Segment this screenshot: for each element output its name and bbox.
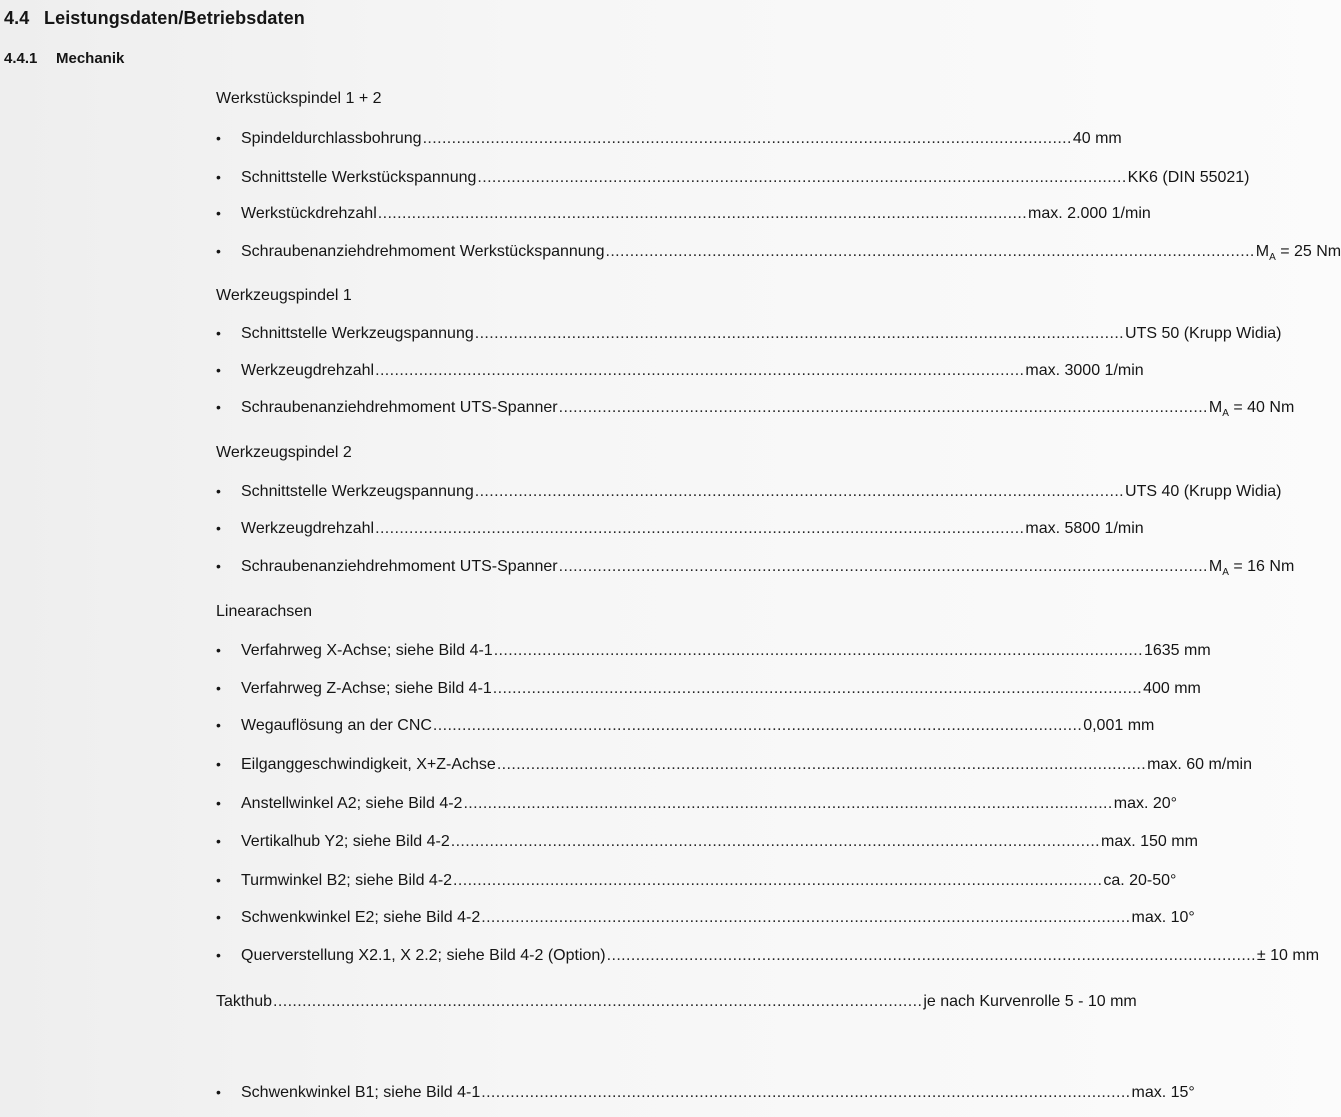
section-number: 4.4 [4, 8, 30, 28]
spec-value: max. 5800 1/min [1025, 520, 1144, 537]
leader-dots: ...................................................................................................................................... [481, 909, 1131, 926]
spec-row [216, 520, 1144, 542]
spec-row [216, 483, 1282, 505]
leader-dots: ...................................................................................................................................... [558, 558, 1208, 575]
leader-dots: ...................................................................................................................................... [432, 717, 1083, 734]
section-title: Leistungsdaten/Betriebsdaten [44, 8, 305, 28]
spec-value: $M_A = 40$ Nm [1208, 399, 1295, 420]
leader-dots: ...................................................................................................................................... [496, 756, 1147, 773]
bullet: • [216, 872, 221, 888]
subsection-heading [4, 50, 124, 67]
spec-label: Schnittstelle Werkzeugspannung [241, 483, 474, 500]
leader-dots: ...................................................................................................................................... [481, 1084, 1131, 1101]
spec-row [216, 947, 1320, 969]
leader-dots: ...................................................................................................................................... [377, 205, 1028, 222]
spec-row [216, 130, 1122, 152]
bullet: • [216, 833, 221, 849]
spec-label: Verfahrweg X-Achse; siehe Bild 4-1 [241, 642, 493, 659]
leader-dots: ...................................................................................................................................... [558, 399, 1208, 416]
spec-value: UTS 40 (Krupp Widia) [1125, 483, 1282, 500]
leader-dots: ...................................................................................................................................... [273, 993, 923, 1010]
spec-label: Verfahrweg Z-Achse; siehe Bild 4-1 [241, 680, 492, 697]
spec-row [216, 833, 1198, 855]
spec-label: Takthub [216, 993, 273, 1010]
leader-dots: ...................................................................................................................................... [474, 325, 1125, 342]
spec-label: Schraubenanziehdrehmoment UTS-Spanner [241, 399, 558, 416]
spec-value: max. 60 m/min [1147, 756, 1253, 773]
bullet: • [216, 483, 221, 499]
bullet: • [216, 642, 221, 658]
spec-row [216, 362, 1144, 384]
spec-label: Schraubenanziehdrehmoment UTS-Spanner [241, 558, 558, 575]
bullet: • [216, 680, 221, 696]
bullet: • [216, 947, 221, 963]
subsection-title: Mechanik [56, 50, 125, 67]
spec-value: max. 150 mm [1101, 833, 1198, 850]
leader-dots: ...................................................................................................................................... [605, 243, 1255, 260]
leader-dots: ...................................................................................................................................... [375, 520, 1025, 537]
spec-row [216, 1084, 1195, 1106]
spec-label: Werkzeugdrehzahl [241, 362, 375, 379]
leader-dots: ...................................................................................................................................... [450, 833, 1101, 850]
spec-row [216, 205, 1151, 227]
leader-dots: ...................................................................................................................................... [492, 680, 1143, 697]
spec-value: $M_A = 16$ Nm [1208, 558, 1295, 579]
spec-label: Anstellwinkel A2; siehe Bild 4-2 [241, 795, 463, 812]
spec-value: 400 mm [1143, 680, 1201, 697]
group-title-werkzeugspindel-1: Werkzeugspindel 1 [216, 287, 352, 304]
spec-row [216, 680, 1201, 702]
spec-label: Eilganggeschwindigkeit, X+Z-Achse [241, 756, 496, 773]
bullet: • [216, 558, 221, 574]
bullet: • [216, 1084, 221, 1100]
spec-row [216, 756, 1253, 778]
leader-dots: ...................................................................................................................................... [477, 169, 1127, 186]
spec-value: max. 20° [1113, 795, 1178, 812]
bullet: • [216, 520, 221, 536]
spec-row [216, 243, 1341, 265]
spec-label: Vertikalhub Y2; siehe Bild 4-2 [241, 833, 450, 850]
bullet: • [216, 909, 221, 925]
bullet: • [216, 325, 221, 341]
bullet: • [216, 362, 221, 378]
bullet: • [216, 795, 221, 811]
bullet: • [216, 169, 221, 185]
spec-label: Schraubenanziehdrehmoment Werkstückspannung [241, 243, 605, 260]
spec-row [216, 717, 1155, 739]
spec-row [216, 872, 1177, 894]
takthub-row [216, 993, 1137, 1015]
spec-label: Werkzeugdrehzahl [241, 520, 375, 537]
spec-value: 40 mm [1072, 130, 1122, 147]
spec-row [216, 642, 1211, 664]
spec-label: Schnittstelle Werkzeugspannung [241, 325, 474, 342]
leader-dots: ...................................................................................................................................... [375, 362, 1025, 379]
group-title-werkzeugspindel-2: Werkzeugspindel 2 [216, 444, 352, 461]
spec-value: 0,001 mm [1083, 717, 1155, 734]
spec-value: 1635 mm [1143, 642, 1211, 659]
bullet: • [216, 130, 221, 146]
spec-label: Turmwinkel B2; siehe Bild 4-2 [241, 872, 453, 889]
spec-label: Querverstellung X2.1, X 2.2; siehe Bild 4-2 (Option) [241, 947, 606, 964]
spec-value: max. 10° [1131, 909, 1195, 926]
leader-dots: ...................................................................................................................................... [422, 130, 1072, 147]
leader-dots: ...................................................................................................................................... [474, 483, 1125, 500]
spec-value: max. 15° [1131, 1084, 1195, 1101]
spec-label: Schnittstelle Werkstückspannung [241, 169, 477, 186]
section-heading [4, 8, 305, 29]
leader-dots: ...................................................................................................................................... [493, 642, 1143, 659]
spec-value: UTS 50 (Krupp Widia) [1125, 325, 1282, 342]
leader-dots: ...................................................................................................................................... [606, 947, 1256, 964]
spec-row [216, 325, 1282, 347]
spec-row [216, 558, 1295, 580]
bullet: • [216, 205, 221, 221]
spec-label: Werkstückdrehzahl [241, 205, 377, 222]
spec-label: Wegauflösung an der CNC [241, 717, 432, 734]
spec-row [216, 169, 1250, 191]
spec-value: je nach Kurvenrolle 5 - 10 mm [923, 993, 1137, 1010]
spec-label: Spindeldurchlassbohrung [241, 130, 422, 147]
group-title-linearachsen: Linearachsen [216, 603, 313, 620]
group-title-werkstueckspindel: Werkstückspindel 1 + 2 [216, 90, 382, 107]
bullet: • [216, 717, 221, 733]
bullet: • [216, 756, 221, 772]
spec-value: $M_A = 25$ Nm [1255, 243, 1341, 264]
spec-row [216, 399, 1295, 421]
bullet: • [216, 399, 221, 415]
spec-value: max. 2.000 1/min [1028, 205, 1151, 222]
spec-label: Schwenkwinkel E2; siehe Bild 4-2 [241, 909, 481, 926]
spec-row [216, 909, 1195, 931]
spec-value: KK6 (DIN 55021) [1127, 169, 1250, 186]
spec-value: max. 3000 1/min [1025, 362, 1144, 379]
spec-row [216, 795, 1178, 817]
spec-value: ± 10 mm [1256, 947, 1320, 964]
leader-dots: ...................................................................................................................................... [453, 872, 1103, 889]
bullet: • [216, 243, 221, 259]
subsection-number: 4.4.1 [4, 50, 38, 67]
leader-dots: ...................................................................................................................................... [463, 795, 1113, 812]
spec-label: Schwenkwinkel B1; siehe Bild 4-1 [241, 1084, 481, 1101]
spec-value: ca. 20-50° [1103, 872, 1177, 889]
